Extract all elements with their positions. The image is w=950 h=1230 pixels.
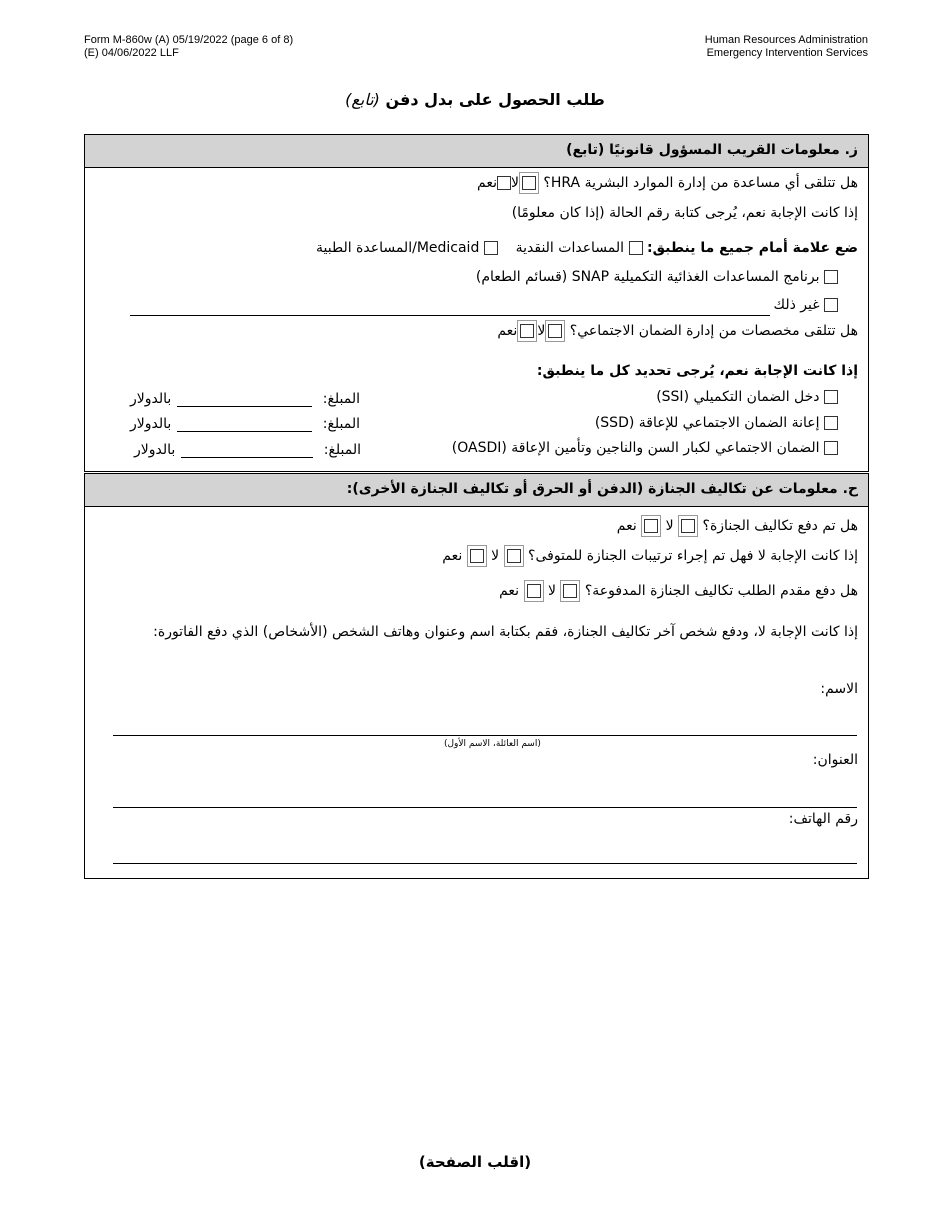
other-checkbox[interactable]	[824, 298, 838, 312]
snap-label: برنامج المساعدات الغذائية التكميلية SNAP (قسائم الطعام)	[475, 269, 820, 285]
other-payer-instructions: إذا كانت الإجابة لا، ودفع شخص آخر تكاليف الجنازة، فقم بكتابة اسم وعنوان وهاتف الشخص (الأشخاص) الذي دفع الفاتورة:	[153, 624, 858, 640]
if-yes-specify: إذا كانت الإجابة نعم، يُرجى تحديد كل ما ينطبق:	[536, 363, 858, 379]
funeral-paid-row	[617, 515, 858, 537]
phone-input-line[interactable]	[113, 863, 857, 864]
applicant-paid-yes-checkbox[interactable]	[524, 580, 544, 602]
funeral-paid-question: هل تم دفع تكاليف الجنازة؟	[702, 518, 858, 534]
arrangements-question: إذا كانت الإجابة لا فهل تم إجراء ترتيبات الجنازة للمتوفى؟	[528, 548, 858, 564]
other-row	[774, 297, 838, 313]
arrangements-no-label: لا	[491, 548, 500, 564]
ssi-row	[656, 389, 838, 405]
agency-division: Emergency Intervention Services	[706, 47, 868, 59]
section-g-header	[85, 135, 868, 168]
ssi-label: دخل الضمان التكميلي (SSI)	[656, 389, 820, 405]
ssa-yes-label: نعم	[497, 323, 518, 339]
applicant-paid-no-label: لا	[547, 583, 556, 599]
arrangements-yes-label: نعم	[442, 548, 463, 564]
other-label: غير ذلك	[773, 297, 820, 313]
funeral-paid-yes-label: نعم	[616, 518, 637, 534]
oasdi-amount-label: المبلغ:	[323, 442, 362, 458]
oasdi-label: الضمان الاجتماعي لكبار السن والناجين وتأمين الإعاقة (OASDI)	[451, 440, 820, 456]
ssi-dollars: بالدولار	[130, 391, 172, 407]
applicant-paid-row	[499, 580, 858, 602]
ssa-yes-checkbox[interactable]	[517, 320, 537, 342]
form-revision: (E) 04/06/2022 LLF	[84, 47, 179, 59]
cash-assistance-label: المساعدات النقدية	[515, 240, 625, 256]
address-input-line[interactable]	[113, 807, 857, 808]
cash-assistance-checkbox[interactable]	[629, 241, 643, 255]
phone-label: رقم الهاتف:	[788, 811, 858, 827]
medicaid-checkbox[interactable]	[484, 241, 498, 255]
hra-question-row	[477, 172, 858, 194]
ssa-question: هل تتلقى مخصصات من إدارة الضمان الاجتماعي؟	[569, 323, 858, 339]
address-label: العنوان:	[812, 752, 858, 768]
hra-question: هل تتلقى أي مساعدة من إدارة الموارد البشرية HRA؟	[543, 175, 858, 191]
medicaid-label: Medicaid/المساعدة الطبية	[316, 240, 480, 256]
section-h-header	[85, 474, 868, 507]
section-g-heading: ز. معلومات القريب المسؤول قانونيًا (تابع)	[566, 142, 858, 158]
ssi-checkbox[interactable]	[824, 390, 838, 404]
oasdi-amount	[134, 442, 361, 458]
ssi-amount-label: المبلغ:	[322, 391, 361, 407]
ssa-question-row	[497, 320, 858, 342]
name-label: الاسم:	[820, 681, 858, 697]
hra-no-label: لا	[510, 175, 519, 191]
ssd-row	[595, 415, 838, 431]
snap-row	[476, 269, 838, 285]
ssd-amount-input[interactable]	[177, 417, 312, 432]
case-number-label: إذا كانت الإجابة نعم، يُرجى كتابة رقم الحالة (إذا كان معلومًا)	[511, 205, 858, 221]
turn-page-note: (اقلب الصفحة)	[418, 1153, 532, 1171]
ssd-label: إعانة الضمان الاجتماعي للإعاقة (SSD)	[594, 415, 820, 431]
snap-checkbox[interactable]	[824, 270, 838, 284]
section-h-heading: ح. معلومات عن تكاليف الجنازة (الدفن أو الحرق أو تكاليف الجنازة الأخرى):	[346, 481, 858, 497]
ssd-amount	[130, 416, 360, 432]
name-input-line[interactable]	[113, 735, 857, 736]
form-number	[84, 34, 293, 60]
name-hint: (اسم العائلة، الاسم الأول)	[444, 739, 541, 749]
oasdi-row	[452, 440, 838, 456]
ssd-checkbox[interactable]	[824, 416, 838, 430]
oasdi-amount-input[interactable]	[181, 443, 313, 458]
form-id: Form M-860w (A) 05/19/2022 (page 6 of 8)	[84, 34, 294, 46]
ssd-amount-label: المبلغ:	[322, 416, 361, 432]
arrangements-no-checkbox[interactable]	[504, 545, 524, 567]
check-all-label: ضع علامة أمام جميع ما ينطبق:	[646, 240, 858, 256]
applicant-paid-yes-label: نعم	[499, 583, 520, 599]
funeral-paid-no-label: لا	[665, 518, 674, 534]
applicant-paid-no-checkbox[interactable]	[560, 580, 580, 602]
ssi-amount	[130, 391, 360, 407]
agency-header	[705, 34, 868, 60]
ssd-dollars: بالدولار	[130, 416, 172, 432]
page-title	[0, 90, 950, 109]
oasdi-checkbox[interactable]	[824, 441, 838, 455]
funeral-paid-no-checkbox[interactable]	[678, 515, 698, 537]
other-input-line[interactable]	[130, 315, 770, 316]
agency-name: Human Resources Administration	[704, 34, 868, 46]
applicant-paid-question: هل دفع مقدم الطلب تكاليف الجنازة المدفوعة؟	[584, 583, 858, 599]
ssa-no-label: لا	[537, 323, 546, 339]
ssa-no-checkbox[interactable]	[545, 320, 565, 342]
check-all-row	[316, 240, 858, 256]
funeral-paid-yes-checkbox[interactable]	[641, 515, 661, 537]
ssi-amount-input[interactable]	[177, 392, 312, 407]
title-suffix: (تابع)	[345, 90, 380, 109]
title-main: طلب الحصول على بدل دفن	[385, 90, 605, 109]
case-number-row	[512, 205, 858, 221]
arrangements-yes-checkbox[interactable]	[467, 545, 487, 567]
hra-yes-checkbox[interactable]	[497, 176, 511, 190]
hra-yes-label: نعم	[477, 175, 497, 191]
hra-no-checkbox[interactable]	[519, 172, 539, 194]
arrangements-row	[442, 545, 858, 567]
oasdi-dollars: بالدولار	[134, 442, 176, 458]
